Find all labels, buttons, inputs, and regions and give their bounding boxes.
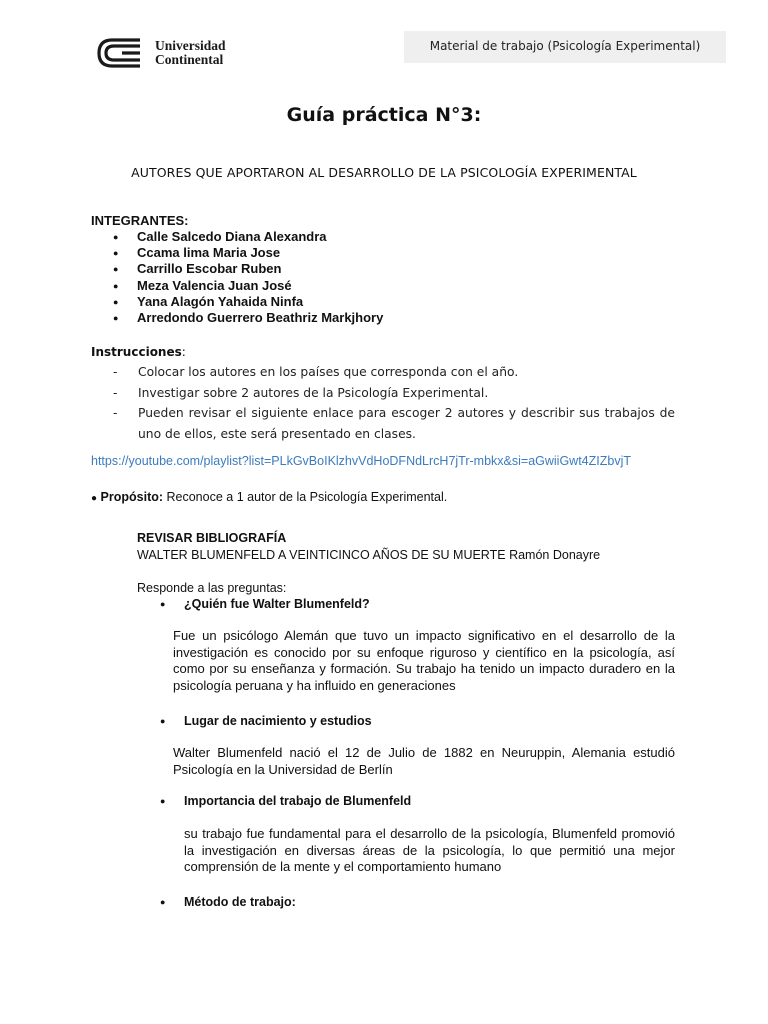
- list-item: - Investigar sobre 2 autores de la Psicología Experimental.: [113, 383, 675, 404]
- questions-intro: Responde a las preguntas:: [137, 581, 287, 595]
- bibliography-title: REVISAR BIBLIOGRAFÍA: [137, 531, 287, 545]
- answer-1: Fue un psicólogo Alemán que tuvo un impacto significativo en el desarrollo de la investigación es conocido por su enfoque riguroso y científico en la psicología, así como por su enseñanza y formación. Su trabajo ha tenido un impacto duradero en la psicología peruana y ha influido en generaciones: [173, 628, 675, 693]
- instructions-list: [113, 362, 675, 444]
- list-item: ● Arredondo Guerrero Beathriz Markjhory: [113, 310, 383, 326]
- logo-text: [155, 39, 226, 67]
- logo-line-1: Universidad: [155, 38, 226, 53]
- question-text: Método de trabajo:: [184, 895, 296, 909]
- bibliography-author: Ramón Donayre: [505, 548, 601, 562]
- purpose-line: [91, 490, 447, 504]
- purpose-bullet: ●: [91, 493, 98, 504]
- bullet-icon: ●: [160, 599, 166, 609]
- answer-2: Walter Blumenfeld nació el 12 de Julio de 1882 en Neuruppin, Alemania estudió Psicología en la Universidad de Berlín: [173, 745, 675, 777]
- instrucciones-colon: :: [181, 345, 186, 359]
- list-item: - Pueden revisar el siguiente enlace para escoger 2 autores y describir sus trabajos de uno de ellos, este será presentado en clases.: [113, 403, 675, 444]
- purpose-label: Propósito:: [100, 490, 164, 504]
- playlist-link[interactable]: https://youtube.com/playlist?list=PLkGvBoIKlzhvVdHoDFNdLrcH7jTr-mbkx&si=aGwiiGwt4ZIZbvjT: [91, 454, 631, 468]
- page-subtitle: AUTORES QUE APORTARON AL DESARROLLO DE LA PSICOLOGÍA EXPERIMENTAL: [131, 165, 637, 180]
- logo-line-2: Continental: [155, 52, 224, 67]
- bullet-icon: ●: [160, 796, 166, 806]
- integrantes-label: INTEGRANTES:: [91, 213, 189, 228]
- bullet-icon: ●: [160, 897, 166, 907]
- list-item: - Colocar los autores en los países que corresponda con el año.: [113, 362, 675, 383]
- question-text: Importancia del trabajo de Blumenfeld: [184, 794, 412, 808]
- answer-3: su trabajo fue fundamental para el desarrollo de la psicología, Blumenfeld promovió la investigación en diversas áreas de la psicología, lo que permitió una mejor comprensión de la mente y el comportamiento humano: [184, 826, 675, 875]
- list-item: ● Calle Salcedo Diana Alexandra: [113, 229, 383, 245]
- header-material-label: Material de trabajo (Psicología Experimental): [429, 39, 701, 53]
- question-text: ¿Quién fue Walter Blumenfeld?: [184, 597, 370, 611]
- question-text: Lugar de nacimiento y estudios: [184, 714, 372, 728]
- bibliography-work: WALTER BLUMENFELD A VEINTICINCO AÑOS DE SU MUERTE: [137, 548, 506, 562]
- list-item: ● Ccama lima Maria Jose: [113, 245, 383, 261]
- bibliography-reference: [137, 548, 600, 562]
- list-item: ● Carrillo Escobar Ruben: [113, 261, 383, 277]
- list-item: ● Meza Valencia Juan José: [113, 278, 383, 294]
- members-list: [113, 229, 383, 326]
- purpose-text: Reconoce a 1 autor de la Psicología Experimental.: [163, 490, 448, 504]
- page-title: Guía práctica N°3:: [286, 104, 482, 126]
- bullet-icon: ●: [160, 716, 166, 726]
- instrucciones-label: Instrucciones: [91, 345, 182, 359]
- instrucciones-heading: [91, 345, 186, 359]
- list-item: ● Yana Alagón Yahaida Ninfa: [113, 294, 383, 310]
